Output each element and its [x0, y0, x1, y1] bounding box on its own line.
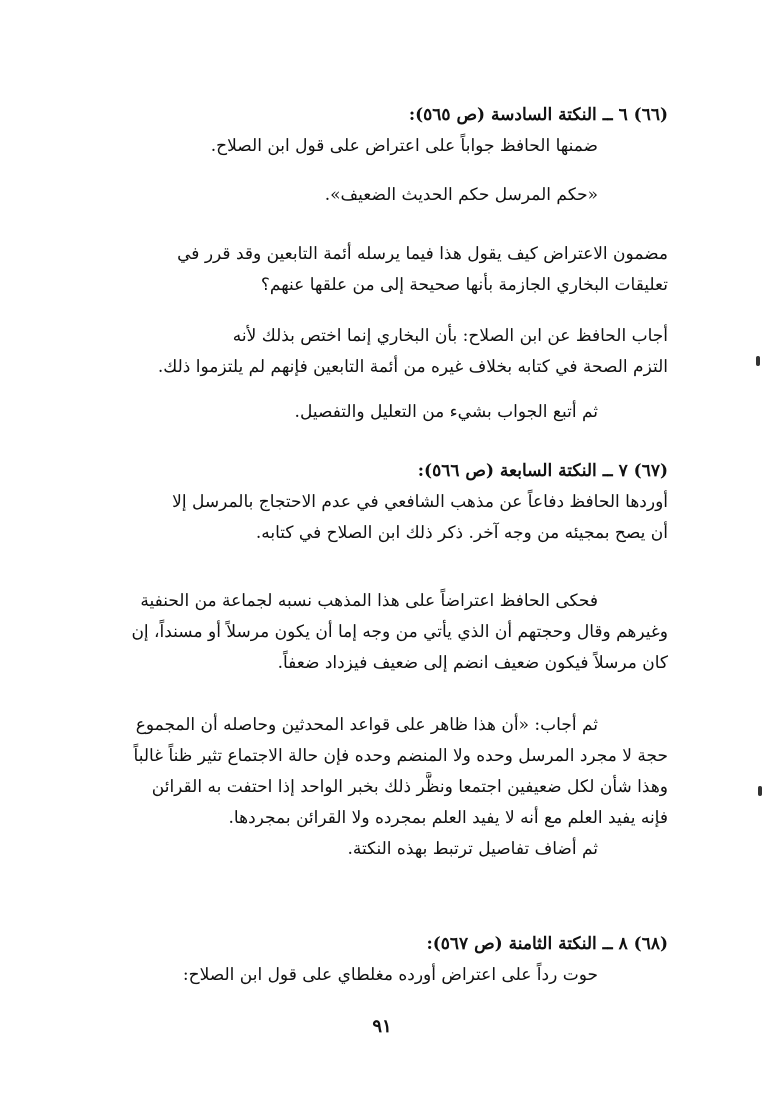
- text-line: وهذا شأن لكل ضعيفين اجتمعا ونظَّر ذلك بخبر الواحد إذا احتفت به القرائن: [151, 777, 668, 797]
- text-line: أوردها الحافظ دفاعاً عن مذهب الشافعي في عدم الاحتجاج بالمرسل إلا: [172, 492, 668, 512]
- text-line: ثم أجاب: «أن هذا ظاهر على قواعد المحدثين وحاصله أن المجموع: [135, 715, 598, 735]
- paragraph-block: [112, 321, 668, 383]
- text-line: التزم الصحة في كتابه بخلاف غيره من أئمة التابعين فإنهم لم يلتزموا ذلك.: [157, 357, 668, 377]
- text-line: ثم أضاف تفاصيل ترتبط بهذه النكتة.: [347, 839, 598, 859]
- section-heading: (٦٨) ٨ ــ النكتة الثامنة (ص ٥٦٧):: [426, 934, 668, 954]
- paragraph-block: [112, 710, 668, 865]
- section-heading: (٦٦) ٦ ــ النكتة السادسة (ص ٥٦٥):: [408, 105, 668, 125]
- text-line: حجة لا مجرد المرسل وحده ولا المنضم وحده فإن حالة الاجتماع تثير ظناً غالباً: [133, 746, 668, 766]
- paragraph-block: [112, 586, 668, 679]
- paragraph-block: [112, 180, 668, 211]
- paragraph-block: [112, 239, 668, 301]
- text-line: فحكى الحافظ اعتراضاً على هذا المذهب نسبه لجماعة من الحنفية: [140, 591, 598, 611]
- text-line: أن يصح بمجيئه من وجه آخر. ذكر ذلك ابن الصلاح في كتابه.: [255, 523, 668, 543]
- text-line: أجاب الحافظ عن ابن الصلاح: بأن البخاري إنما اختص بذلك لأنه: [232, 326, 668, 346]
- text-line: «حكم المرسل حكم الحديث الضعيف».: [324, 185, 598, 205]
- paragraph-block: [112, 929, 668, 991]
- text-line: حوت رداً على اعتراض أورده مغلطاي على قول ابن الصلاح:: [182, 965, 598, 985]
- text-line: كان مرسلاً فيكون ضعيف انضم إلى ضعيف فيزداد ضعفاً.: [277, 653, 668, 673]
- scan-artifact-mark: [758, 786, 762, 796]
- paragraph-block: [112, 100, 668, 162]
- text-line: فإنه يفيد العلم مع أنه لا يفيد العلم بمجرده ولا القرائن بمجردها.: [228, 808, 668, 828]
- text-line: تعليقات البخاري الجازمة بأنها صحيحة إلى من علقها عنهم؟: [260, 275, 668, 295]
- paragraph-block: [112, 397, 668, 428]
- scan-artifact-mark: [756, 356, 760, 366]
- section-heading: (٦٧) ٧ ــ النكتة السابعة (ص ٥٦٦):: [417, 461, 668, 481]
- paragraph-block: [112, 456, 668, 549]
- page-number: ٩١: [372, 1016, 392, 1037]
- text-line: مضمون الاعتراض كيف يقول هذا فيما يرسله أئمة التابعين وقد قرر في: [177, 244, 668, 264]
- text-line: وغيرهم وقال وحجتهم أن الذي يأتي من وجه إما أن يكون مرسلاً أو مسنداً، إن: [131, 622, 668, 642]
- text-line: ضمنها الحافظ جواباً على اعتراض على قول ابن الصلاح.: [210, 136, 598, 156]
- text-line: ثم أتبع الجواب بشيء من التعليل والتفصيل.: [294, 402, 598, 422]
